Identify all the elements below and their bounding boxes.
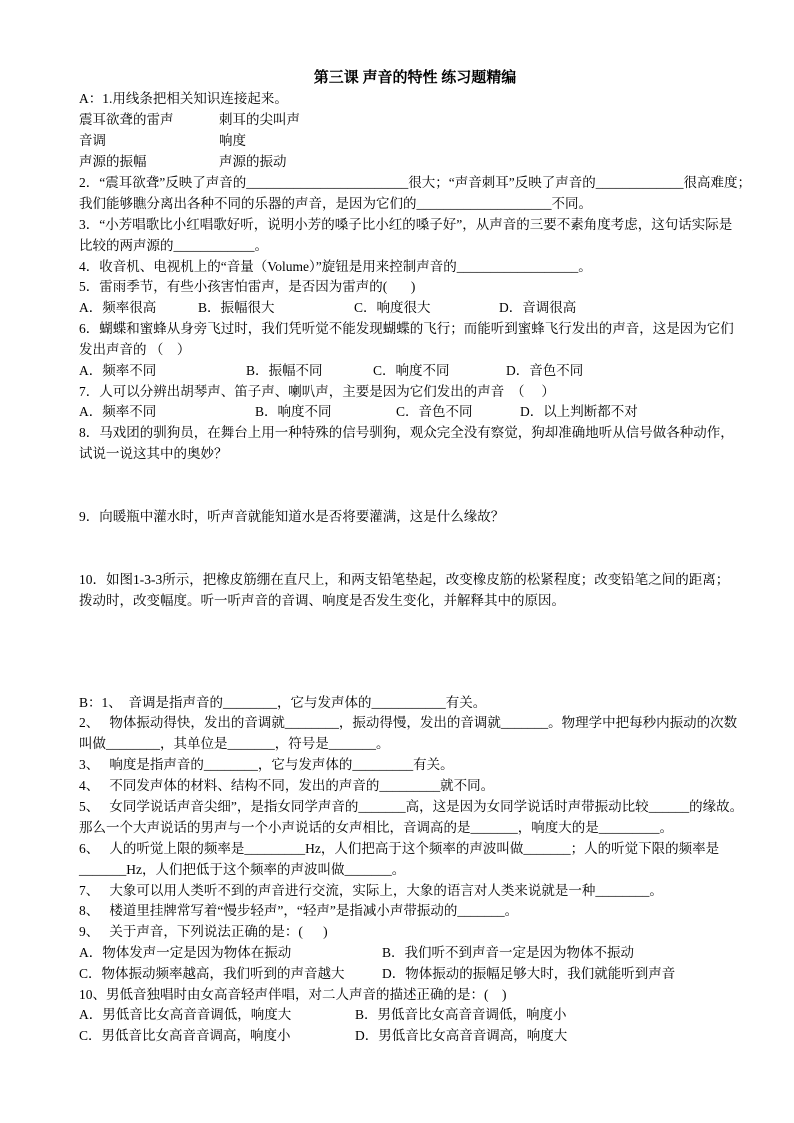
page-title: 第三课 声音的特性 练习题精编 [313,70,517,86]
a-q6-option-b: B．振幅不同 [246,363,323,378]
a-q8-line-2: 试说一说这其中的奥妙？ [79,446,228,461]
a-q7-option-b: B．响度不同 [255,404,332,419]
a-q5-option-d: D．音调很高 [499,300,577,315]
a-q7-stem: 7．人可以分辨出胡琴声、笛子声、喇叭声，主要是因为它们发出的声音 （ ） [79,384,555,399]
a-q6-option-a: A．频率不同 [79,363,157,378]
b-q10-option-a: A．男低音比女高音音调低，响度大 [79,1007,292,1022]
b-q6-line-2: _______Hz，人们把低于这个频率的声波叫做_______。 [79,862,406,877]
a-q5-option-b: B．振幅很大 [198,300,275,315]
b-q6-line-1: 6、 人的听觉上限的频率是_________Hz，人们把高于这个频率的声波叫做_______；人的听觉下限的频率是 [79,841,720,856]
b-q5-line-1: 5、 女同学说话声音尖细”，是指女同学声音的_______高，这是因为女同学说话时声带振动比较______的缘故。 [79,799,744,814]
a-q5-option-c: C．响度很大 [354,300,431,315]
a-q3-line-1: 3．“小芳唱歌比小红唱歌好听，说明小芳的嗓子比小红的嗓子好”，从声音的三要不素角度考虑，这句话实际是 [79,217,733,232]
a-q1-match-2: 响度 [219,133,246,148]
a-q8-line-1: 8．马戏团的驯狗员，在舞台上用一种特殊的信号驯狗，观众完全没有察觉，狗却准确地听从信号做各种动作， [79,425,734,440]
a-q4-line: 4．收音机、电视机上的“音量（Volume）”旋钮是用来控制声音的__________________。 [79,259,592,274]
b-q9-option-b: B．我们听不到声音一定是因为物体不振动 [382,945,635,960]
b-q2-line-2: 叫做________，其单位是_______，符号是_______。 [79,736,390,751]
a-q7-option-a: A．频率不同 [79,404,157,419]
a-q10-line-1: 10．如图1-3-3所示，把橡皮筋绷在直尺上，和两支铅笔垫起，改变橡皮筋的松紧程度；改变铅笔之间的距离； [79,572,730,587]
b-q5-line-2: 那么一个大声说话的男声与一个小声说话的女声相比，音调高的是_______，响度大的是_________。 [79,820,673,835]
a-q10-line-2: 拨动时，改变幅度。听一听声音的音调、响度是否发生变化，并解释其中的原因。 [79,593,565,608]
b-q9-stem: 9、 关于声音，下列说法正确的是：( ) [79,924,328,939]
b-q10-option-d: D．男低音比女高音音调高，响度大 [355,1028,568,1043]
b-q9-option-d: D．物体振动的振幅足够大时，我们就能听到声音 [382,966,676,981]
b-q9-option-a: A．物体发声一定是因为物体在振动 [79,945,292,960]
a-q1-term-3: 声源的振幅 [79,154,147,169]
a-q6-option-d: D．音色不同 [506,363,584,378]
b-q2-line-1: 2、 物体振动得快，发出的音调就________，振动得慢，发出的音调就_______。物理学中把每秒内振动的次数 [79,715,738,730]
a-q3-line-2: 比较的两声源的____________。 [79,238,268,253]
a-q5-stem: 5．雷雨季节，有些小孩害怕雷声，是否因为雷声的( ) [79,279,416,294]
b-q10-option-b: B．男低音比女高音音调低，响度小 [355,1007,567,1022]
b-q9-option-c: C．物体振动频率越高，我们听到的声音越大 [79,966,345,981]
a-q6-stem-line-2: 发出声音的 （ ） [79,342,191,357]
a-q7-option-c: C．音色不同 [396,404,473,419]
a-q5-option-a: A．频率很高 [79,300,157,315]
b-q4-line: 4、 不同发声体的材料、结构不同，发出的声音的_________就不同。 [79,778,495,793]
a-q2-line-1: 2．“震耳欲聋”反映了声音的________________________很大；“声音刺耳”反映了声音的_____________很高难度； [79,175,751,190]
b-q3-line: 3、 响度是指声音的________，它与发声体的_________有关。 [79,757,454,772]
a-q6-stem-line-1: 6．蝴蝶和蜜蜂从身旁飞过时，我们凭听觉不能发现蝴蝶的飞行；而能听到蜜蜂飞行发出的声音，这是因为它们 [79,321,734,336]
a-q1-match-3: 声源的振动 [219,154,287,169]
a-q1-term-1: 震耳欲聋的雷声 [79,112,174,127]
b-q1-line: B：1、 音调是指声音的________，它与发声体的___________有关。 [79,695,487,710]
a-q9-line: 9．向暖瓶中灌水时，听声音就能知道水是否将要灌满，这是什么缘故？ [79,509,505,524]
b-q10-stem: 10、男低音独唱时由女高音轻声伴唱，对二人声音的描述正确的是：( ) [79,987,507,1002]
a-q1-prompt: A：1.用线条把相关知识连接起来。 [79,91,288,106]
b-q8-line: 8、 楼道里挂牌常写着“慢步轻声”，“轻声”是指减小声带振动的_______。 [79,903,519,918]
b-q7-line: 7、 大象可以用人类听不到的声音进行交流，实际上，大象的语言对人类来说就是一种________。 [79,883,663,898]
a-q1-match-1: 刺耳的尖叫声 [219,112,300,127]
a-q6-option-c: C．响度不同 [373,363,450,378]
b-q10-option-c: C．男低音比女高音音调高，响度小 [79,1028,291,1043]
a-q7-option-d: D．以上判断都不对 [520,404,638,419]
a-q2-line-2: 我们能够瞧分离出各种不同的乐器的声音，是因为它们的____________________不同。 [79,196,592,211]
a-q1-term-2: 音调 [79,133,106,148]
